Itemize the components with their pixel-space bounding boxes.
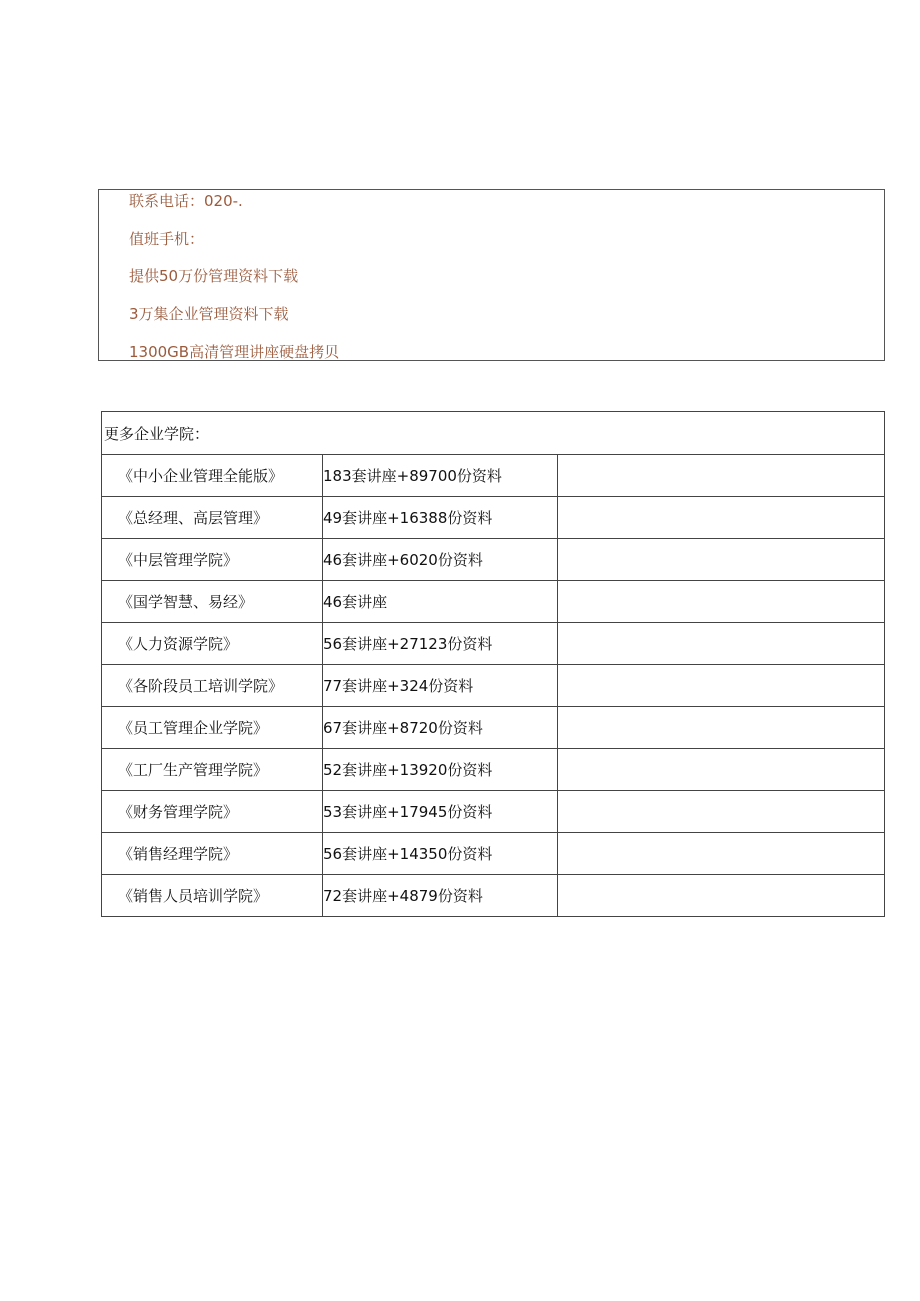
academy-name: 《中层管理学院》 — [102, 539, 323, 581]
table-header: 更多企业学院： — [102, 412, 885, 455]
empty-cell — [558, 749, 885, 791]
table-row — [102, 581, 885, 623]
table-row — [102, 833, 885, 875]
academy-count: 52套讲座+13920份资料 — [323, 749, 558, 791]
academy-name: 《员工管理企业学院》 — [102, 707, 323, 749]
table-row — [102, 665, 885, 707]
academy-count: 67套讲座+8720份资料 — [323, 707, 558, 749]
academy-count: 72套讲座+4879份资料 — [323, 875, 558, 917]
table-row — [102, 455, 885, 497]
academy-count: 77套讲座+324份资料 — [323, 665, 558, 707]
academy-count: 53套讲座+17945份资料 — [323, 791, 558, 833]
academy-count: 183套讲座+89700份资料 — [323, 455, 558, 497]
offer-line-documents: 提供50万份管理资料下载 — [129, 267, 299, 285]
empty-cell — [558, 455, 885, 497]
empty-cell — [558, 539, 885, 581]
duty-mobile: 值班手机： — [129, 230, 205, 248]
empty-cell — [558, 791, 885, 833]
empty-cell — [558, 665, 885, 707]
academy-count: 49套讲座+16388份资料 — [323, 497, 558, 539]
table-header-row — [102, 412, 885, 455]
academy-name: 《销售经理学院》 — [102, 833, 323, 875]
academy-name: 《人力资源学院》 — [102, 623, 323, 665]
empty-cell — [558, 833, 885, 875]
academy-count: 56套讲座+27123份资料 — [323, 623, 558, 665]
academy-name: 《销售人员培训学院》 — [102, 875, 323, 917]
table-row — [102, 497, 885, 539]
contact-phone: 联系电话：020-. — [129, 192, 243, 210]
contact-box — [98, 189, 885, 361]
empty-cell — [558, 581, 885, 623]
table-row — [102, 749, 885, 791]
academy-count: 56套讲座+14350份资料 — [323, 833, 558, 875]
empty-cell — [558, 623, 885, 665]
academy-table — [101, 411, 885, 917]
empty-cell — [558, 497, 885, 539]
academy-name: 《各阶段员工培训学院》 — [102, 665, 323, 707]
academy-name: 《总经理、高层管理》 — [102, 497, 323, 539]
table-row — [102, 707, 885, 749]
table-row — [102, 875, 885, 917]
empty-cell — [558, 875, 885, 917]
empty-cell — [558, 707, 885, 749]
academy-name: 《国学智慧、易经》 — [102, 581, 323, 623]
academy-count: 46套讲座 — [323, 581, 558, 623]
offer-line-harddisk: 1300GB高清管理讲座硬盘拷贝 — [129, 343, 340, 361]
academy-count: 46套讲座+6020份资料 — [323, 539, 558, 581]
offer-line-episodes: 3万集企业管理资料下载 — [129, 305, 289, 323]
table-row — [102, 791, 885, 833]
academy-name: 《工厂生产管理学院》 — [102, 749, 323, 791]
table-row — [102, 623, 885, 665]
table-row — [102, 539, 885, 581]
academy-name: 《中小企业管理全能版》 — [102, 455, 323, 497]
academy-name: 《财务管理学院》 — [102, 791, 323, 833]
